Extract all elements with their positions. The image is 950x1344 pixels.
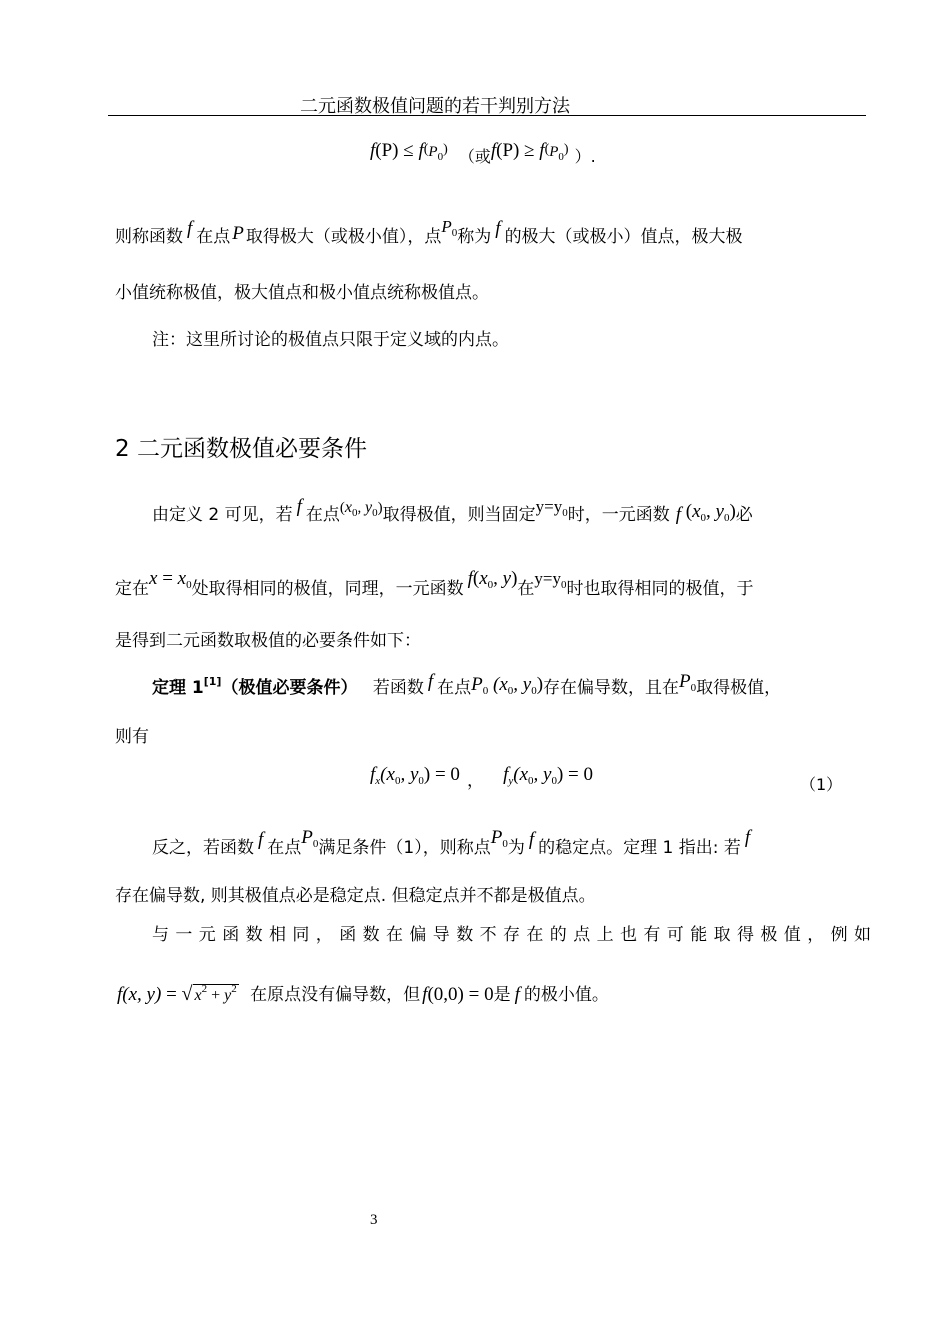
paragraph-definition: 则称函数 f 在点 P 取得极大（或极小值），点$P_0$称为 f 的极大（或极小）值点，极大极 bbox=[115, 217, 743, 247]
definition-formula: $f(P) \le f(P_0)$ （或$f(P) \ge f(P_0)$ ）. bbox=[370, 140, 596, 166]
f-symbol: f bbox=[370, 140, 376, 161]
note-text: 注：这里所讨论的极值点只限于定义域的内点。 bbox=[152, 330, 509, 350]
sqrt-sign: √ bbox=[181, 983, 193, 1005]
paragraph-example-line1: 与一元函数相同，函数在偏导数不存在的点上也有可能取得极值，例如 bbox=[152, 925, 878, 945]
theorem-line2: 则有 bbox=[115, 727, 149, 747]
paragraph-necessary-line1: 由定义 2 可见，若 f 在点($x_0$, $y_0$)取得极值，则当固定$y=y_0$时，一元函数 f ($x_0$, $y_0$)必 bbox=[152, 496, 753, 525]
theorem-statement: 定理 1[1]（极值必要条件） 若函数 f 在点$P_0$ ($x_0$, $y_0$)存在偏导数，且在$P_0$取得极值， bbox=[152, 671, 782, 698]
theorem-name: （极值必要条件） bbox=[221, 678, 358, 698]
paragraph-definition-line2: 小值统称极值，极大值点和极小值点统称极值点。 bbox=[115, 283, 489, 303]
paragraph-necessary-line2: 定在$x = x_0$处取得相同的极值，同理，一元函数 $f(x_0$, y)在$y=y_0$时也取得相同的极值，于 bbox=[115, 568, 754, 599]
theorem-label: 定理 1 bbox=[152, 678, 204, 698]
paragraph-converse: 反之，若函数 f 在点$P_0$满足条件（1），则称点$P_0$为 f 的稳定点。定理 1 指出: 若 f bbox=[152, 827, 751, 858]
equation-1: $f_x(x_0$, $y_0) = 0$ ， $f_y(x_0$, $y_0) = 0$ bbox=[370, 764, 594, 791]
header-rule bbox=[108, 115, 866, 116]
citation-ref: [1] bbox=[203, 675, 222, 688]
page-number: 3 bbox=[370, 1212, 378, 1228]
section-heading: 2 二元函数极值必要条件 bbox=[115, 436, 367, 462]
paragraph-example-line2: f(x, y) = √ $x^2 + y^2$ 在原点没有偏导数，但 f(0,0) = 0是 f 的极小值。 bbox=[117, 983, 609, 1005]
paragraph-necessary-line3: 是得到二元函数取极值的必要条件如下： bbox=[115, 631, 421, 651]
paragraph-converse-line2: 存在偏导数, 则其极值点必是稳定点. 但稳定点并不都是极值点。 bbox=[115, 886, 596, 906]
running-header: 二元函数极值问题的若干判别方法 bbox=[300, 96, 570, 117]
equation-number: （1） bbox=[800, 775, 843, 794]
